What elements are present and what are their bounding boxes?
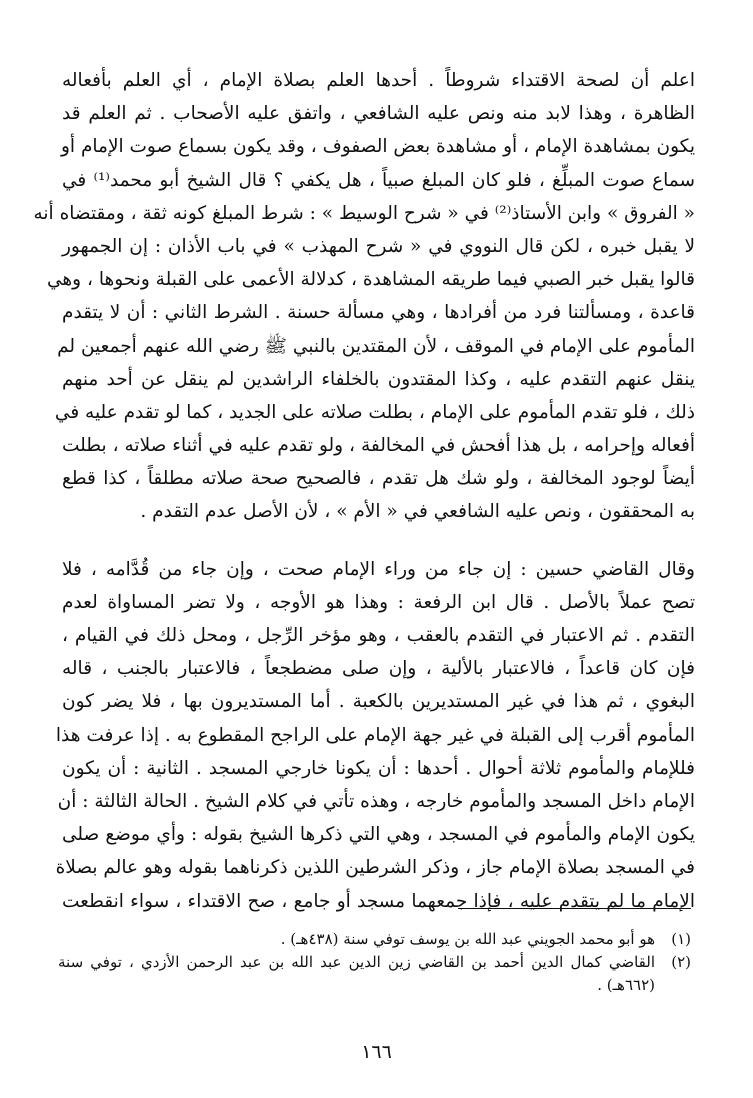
footnote-text xyxy=(58,928,655,951)
footnote-number: (٢) xyxy=(671,953,691,971)
footnote-separator xyxy=(458,908,691,909)
footnote-line: القاضي كمال الدين أحمد بن القاضي زين الدين عبد الله بن عبد الرحمن الأزدي ، توفي سنة xyxy=(58,953,655,971)
footnote-number: (١) xyxy=(671,930,691,948)
text-line: المأموم على الإمام في الموقف ، لأن المقتدين بالنبي ﷺ رضي الله عنهم أجمعين لم xyxy=(57,335,695,357)
text-line: أفعاله وإحرامه ، بل هذا أفحش في المخالفة ، ولو تقدم عليه في أثناء صلاته ، بطلت xyxy=(62,435,695,457)
text-line: في المسجد بصلاة الإمام جاز ، وذكر الشرطين اللذين ذكرناهما بقوله وهو عالم بصلاة xyxy=(55,857,695,879)
text-line: البغوي ، ثم هذا في غير المستديرين بالكعبة . أما المستديرون بها ، فلا يضر كون xyxy=(62,691,695,713)
paragraph-2 xyxy=(55,553,695,918)
text-line: وقال القاضي حسين : إن جاء من وراء الإمام صحت ، وإن جاء من قُدَّامه ، فلا xyxy=(62,558,695,580)
footnote-line: (٦٦٢هـ) . xyxy=(597,976,655,994)
paragraph-1 xyxy=(33,64,695,529)
text-line: ينقل عنهم التقدم عليه ، وكذا المقتدون بالخلفاء الراشدين لم ينقل عن أحد منهم xyxy=(62,368,695,390)
text-line: يكون الإمام والمأموم في المسجد ، وهي التي ذكرها الشيخ بقوله : وأي موضع صلى xyxy=(62,824,695,846)
text-line: تصح عملاً بالأصل . قال ابن الرفعة : وهذا هو الأوجه ، ولا تضر المساواة لعدم xyxy=(62,591,695,613)
text-line: به المحققون ، ونص عليه الشافعي في « الأم » ، لأن الأصل عدم التقدم . xyxy=(140,501,695,523)
text-line: الظاهرة ، وهذا لابد منه ونص عليه الشافعي ، واتفق عليه الأصحاب . ثم العلم قد xyxy=(62,103,695,125)
text-line: قاعدة ، ومسألتنا فرد من أفرادها ، وهي مسألة حسنة . الشرط الثاني : أن لا يتقدم xyxy=(62,302,695,324)
text-line: سماع صوت المبلِّغ ، فلو كان المبلغ صبياً ، هل يكفي ؟ قال الشيخ أبو محمد⁽¹⁾ في xyxy=(62,169,695,191)
text-line: فللإمام والمأموم ثلاثة أحوال . أحدها : أن يكونا خارجي المسجد . الثانية : أن يكون xyxy=(62,757,695,779)
text-line: اعلم أن لصحة الاقتداء شروطاً . أحدها العلم بصلاة الإمام ، أي العلم بأفعاله xyxy=(62,70,695,91)
page-number: ١٦٦ xyxy=(361,1041,392,1063)
footnote-text xyxy=(58,951,655,997)
text-line: يكون بمشاهدة الإمام ، أو مشاهدة بعض الصفوف ، وقد يكون بسماع صوت الإمام أو xyxy=(60,136,695,158)
footnote-line: هو أبو محمد الجويني عبد الله بن يوسف توفي سنة (٤٣٨هـ) . xyxy=(280,930,655,948)
footnotes xyxy=(58,928,691,997)
text-line: الإمام داخل المسجد والمأموم خارجه ، وهذه تأتي في كلام الشيخ . الحالة الثالثة : أن xyxy=(57,790,695,812)
text-line: ذلك ، فلو تقدم المأموم على الإمام ، بطلت صلاته على الجديد ، كما لو تقدم عليه في xyxy=(54,401,695,423)
text-line: التقدم . ثم الاعتبار في التقدم بالعقب ، وهو مؤخر الرِّجل ، ومحل ذلك في القيام ، xyxy=(62,625,695,646)
footnote-1 xyxy=(58,928,691,951)
text-line: الإمام ما لم يتقدم عليه ، فإذا جمعهما مسجد أو جامع ، صح الاقتداء ، سواء انقطعت xyxy=(62,890,695,912)
text-line: المأموم أقرب إلى القبلة في غير جهة الإمام على الراجح المقطوع به . إذا عرفت هذا xyxy=(55,724,695,746)
text-line: « الفروق » وابن الأستاذ⁽²⁾ في « شرح الوسيط » : شرط المبلغ كونه ثقة ، ومقتضاه أنه xyxy=(33,202,695,224)
text-line: فإن كان قاعداً ، فالاعتبار بالألية ، وإن صلى مضطجعاً ، فالاعتبار بالجنب ، قاله xyxy=(62,658,695,680)
footnote-2 xyxy=(58,951,691,997)
text-line: قالوا يقبل خبر الصبي فيما طريقه المشاهدة ، كدلالة الأعمى على القبلة ونحوها ، وهي xyxy=(46,269,695,291)
text-line: لا يقبل خبره ، لكن قال النووي في « شرح المهذب » في باب الأذان : إن الجمهور xyxy=(62,235,695,257)
text-line: أيضاً لوجود المخالفة ، ولو شك هل تقدم ، فالصحيح صحة صلاته مطلقاً ، كذا قطع xyxy=(62,468,695,490)
